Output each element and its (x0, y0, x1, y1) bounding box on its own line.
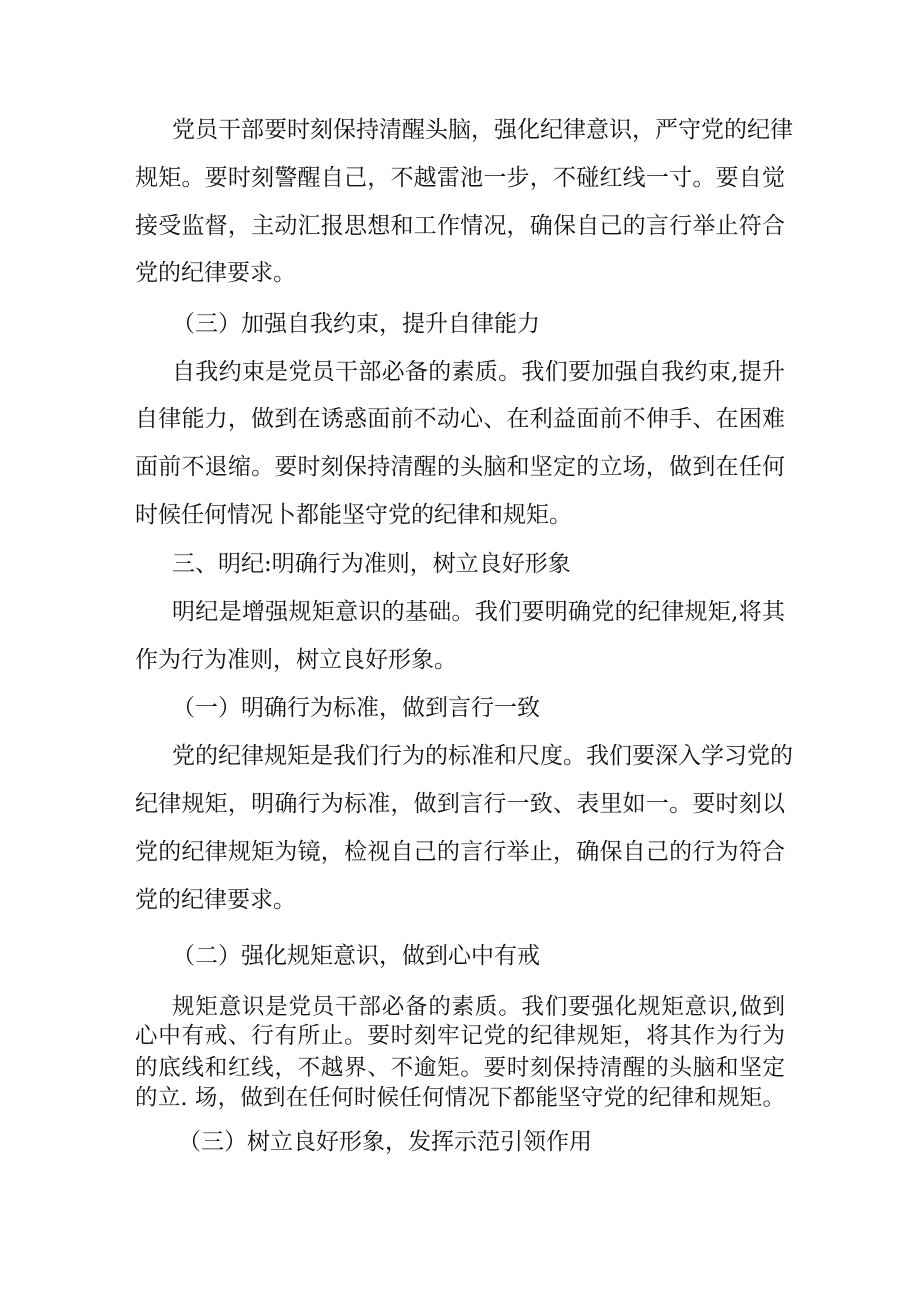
paragraph-line: 作为行为准则，树立良好形象。 (135, 647, 457, 673)
section-heading: （二）强化规矩意识，做到心中有戒 (172, 943, 540, 969)
paragraph-line: 明纪是增强规矩意识的基础。我们要明确党的纪律规矩,将其 (172, 599, 785, 625)
section-heading: （三）树立良好形象，发挥示范引领作用 (178, 1129, 592, 1155)
paragraph-line: 的立. 场，做到在任何时候任何情况下都能坚守党的纪律和规矩。 (135, 1085, 785, 1111)
paragraph-line: 规矩。要时刻警醒自己，不越雷池一步，不碰红线一寸。要自觉 (135, 165, 785, 191)
paragraph-line: 的底线和红线，不越界、不逾矩。要时刻保持清醒的头脑和坚定 (135, 1055, 785, 1081)
paragraph-line: 自律能力，做到在诱惑面前不动心、在利益面前不伸手、在困难 (135, 406, 785, 432)
paragraph-line: 党的纪律要求。 (135, 260, 296, 286)
section-heading: （一）明确行为标准，做到言行一致 (172, 695, 540, 721)
paragraph-line: 党的纪律规矩为镜，检视自己的言行举止，确保自己的行为符合 (135, 839, 785, 865)
paragraph-line: 面前不退缩。要时刻保持清醒的头脑和坚定的立场，做到在任何 (135, 454, 785, 480)
paragraph-line: 纪律规矩，明确行为标准，做到言行一致、表里如一。要时刻以 (135, 791, 785, 817)
section-heading: （三）加强自我约束，提升自律能力 (172, 311, 540, 337)
paragraph-line: 时候任何情况卜都能坚守党的纪律和规矩。 (135, 502, 572, 528)
paragraph-line: 自我约束是党员干部必备的素质。我们要加强自我约束,提升 (172, 359, 785, 385)
paragraph-line: 规矩意识是党员干部必备的素质。我们要强化规矩意识,做到 (172, 994, 785, 1020)
paragraph-line: 党员干部要时刻保持清醒头脑，强化纪律意识，严守党的纪律 (172, 117, 793, 143)
paragraph-line: 接受监督，主动汇报思想和工作情况，确保自己的言行举止符合 (135, 213, 785, 239)
section-heading: 三、明纪:明确行为准则，树立良好形象 (172, 551, 571, 577)
paragraph-line: 党的纪律要求。 (135, 887, 296, 913)
paragraph-line: 心中有戒、行有所止。要时刻牢记党的纪律规矩，将其作为行为 (135, 1023, 785, 1049)
paragraph-line: 党的纪律规矩是我们行为的标准和尺度。我们要深入学习党的 (172, 743, 793, 769)
